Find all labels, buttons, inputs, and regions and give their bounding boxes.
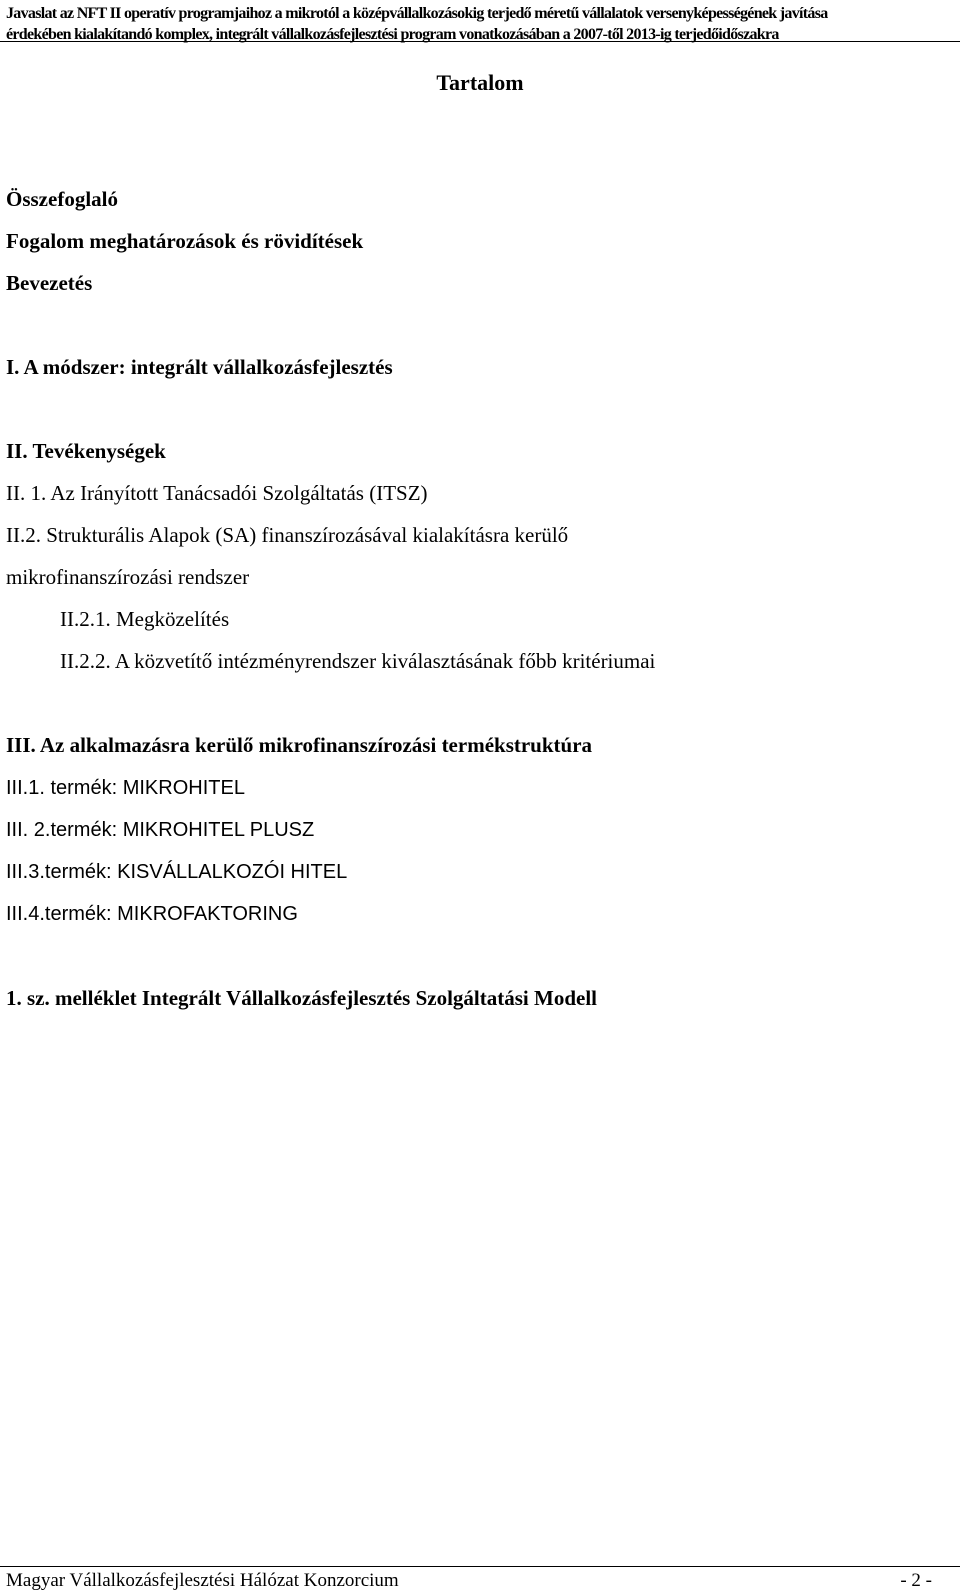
toc-entry-section-3-1[interactable]: III.1. termék: MIKROHITEL <box>6 777 245 799</box>
toc-entry-section-3-3[interactable]: III.3.termék: KISVÁLLALKOZÓI HITEL <box>6 861 348 883</box>
toc-entry-bevezetes[interactable]: Bevezetés <box>6 271 93 295</box>
toc-entry-section-3-4[interactable]: III.4.termék: MIKROFAKTORING <box>6 903 298 925</box>
toc-entry-section-2-1[interactable]: II. 1. Az Irányított Tanácsadói Szolgáltatás (ITSZ) <box>6 481 428 505</box>
running-header-line-1: Javaslat az NFT II operatív programjaihoz a mikrotól a középvállalkozásokig terjedő méretű vállalatok versenyképességének javítása <box>6 5 828 22</box>
toc-entry-subsection-2-2-1[interactable]: II.2.1. Megközelítés <box>60 607 230 631</box>
running-header <box>6 3 954 45</box>
toc-entry-section-2-2[interactable]: II.2. Strukturális Alapok (SA) finanszírozásával kialakításra kerülő <box>6 523 569 547</box>
toc-entry-annex-1[interactable]: 1. sz. melléklet Integrált Vállalkozásfejlesztés Szolgáltatási Modell <box>6 986 597 1010</box>
toc-entry-chapter-1[interactable]: I. A módszer: integrált vállalkozásfejlesztés <box>6 355 393 379</box>
toc-entry-section-2-2-continued[interactable]: mikrofinanszírozási rendszer <box>6 565 250 589</box>
toc-entry-chapter-3[interactable]: III. Az alkalmazásra kerülő mikrofinanszírozási termékstruktúra <box>6 733 593 757</box>
page-number: - 2 - <box>900 1570 932 1591</box>
toc-entry-osszefoglalo[interactable]: Összefoglaló <box>6 187 118 211</box>
toc-entry-chapter-2[interactable]: II. Tevékenységek <box>6 439 166 463</box>
toc-entry-section-3-2[interactable]: III. 2.termék: MIKROHITEL PLUSZ <box>6 819 315 841</box>
toc-entry-subsection-2-2-2[interactable]: II.2.2. A közvetítő intézményrendszer kiválasztásának főbb kritériumai <box>60 649 656 673</box>
footer-divider <box>0 1566 960 1567</box>
toc-entry-fogalom[interactable]: Fogalom meghatározások és rövidítések <box>6 229 364 253</box>
header-divider <box>0 41 960 42</box>
running-header-line-2: érdekében kialakítandó komplex, integrált vállalkozásfejlesztési program vonatkozásában a 2007-től 2013-ig terjedőidőszakra <box>6 26 779 43</box>
page-title: Tartalom <box>436 70 524 95</box>
footer-organization: Magyar Vállalkozásfejlesztési Hálózat Konzorcium <box>6 1570 399 1591</box>
